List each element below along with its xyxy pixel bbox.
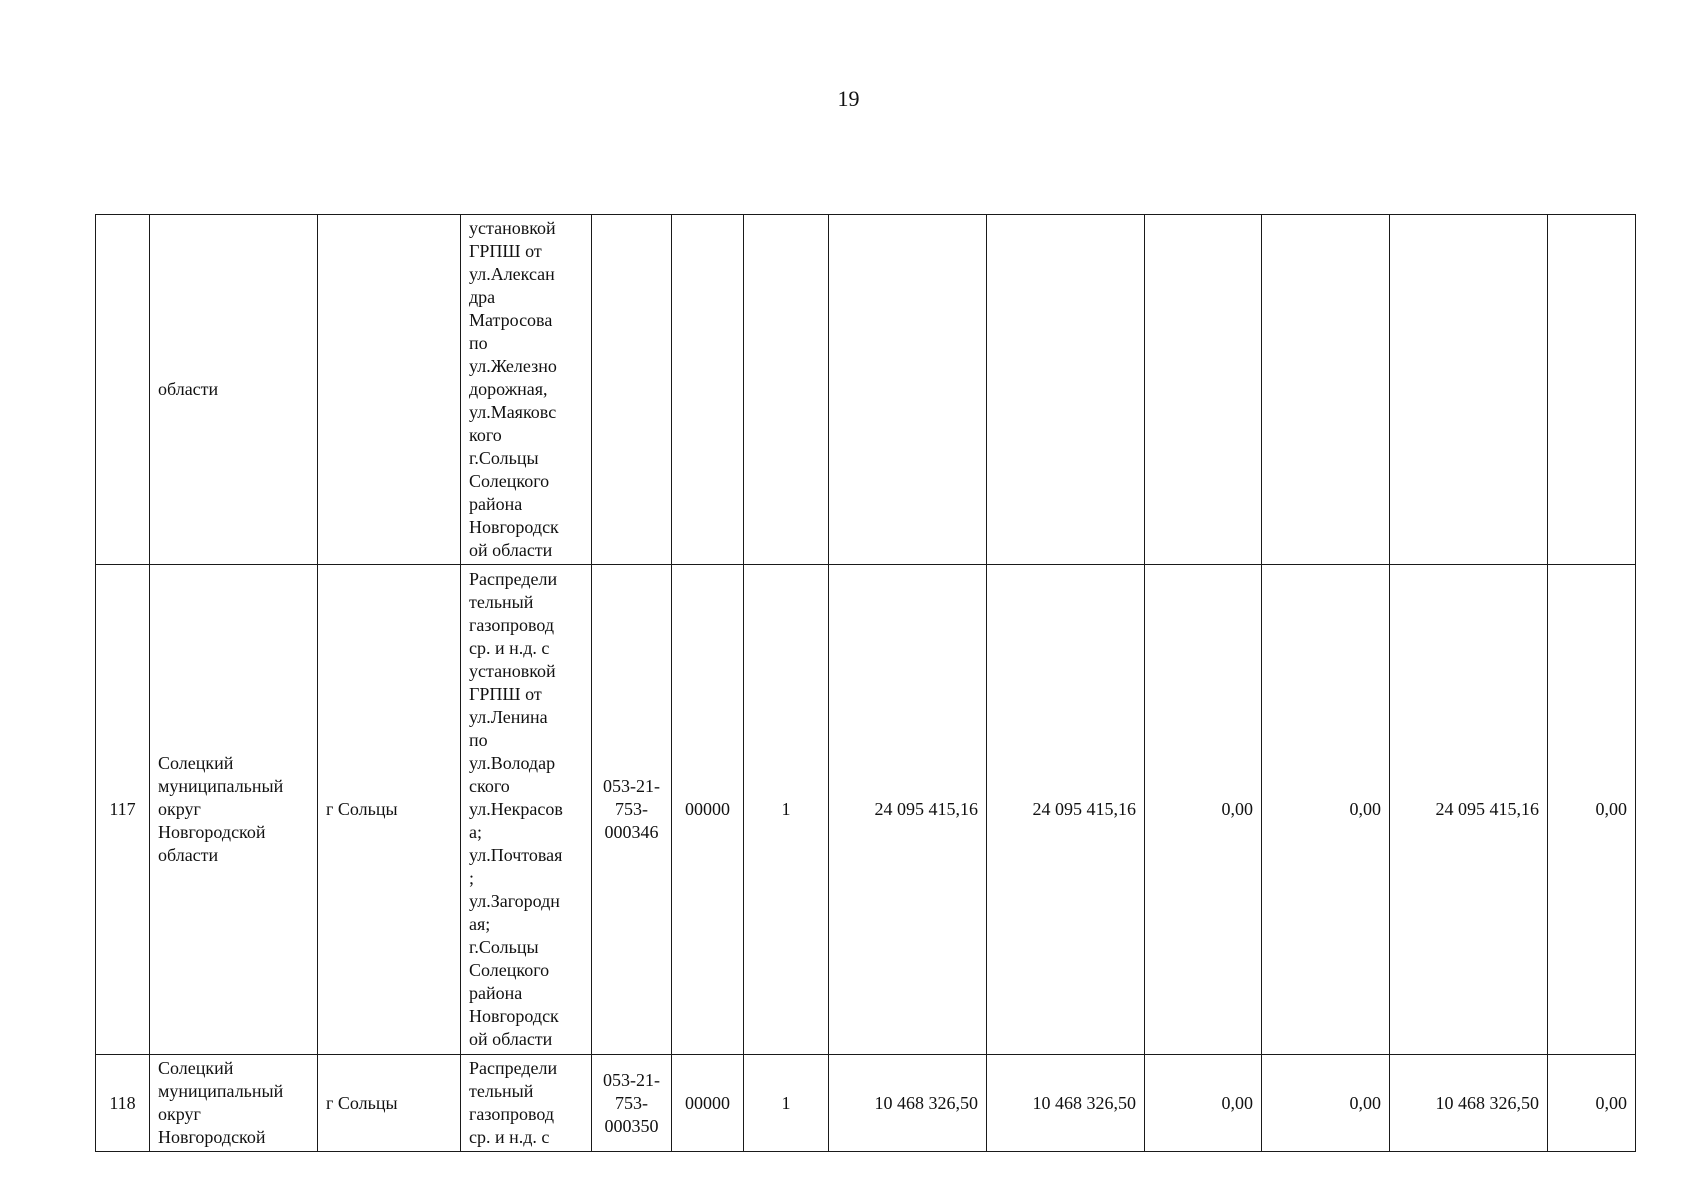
amount-cell-5: 24 095 415,16 [1390,565,1548,1055]
amount-cell-5 [1390,215,1548,565]
municipality-cell: Солецкий муниципальный округ Новгородской области [150,565,318,1055]
amount-cell-4 [1262,215,1390,565]
quantity-cell [744,215,829,565]
objects-table [95,214,1636,1152]
amount-total-cell: 10 468 326,50 [829,1055,987,1152]
amount-cell-6: 0,00 [1548,565,1636,1055]
amount-cell-5: 10 468 326,50 [1390,1055,1548,1152]
amount-cell-3: 0,00 [1145,1055,1262,1152]
amount-cell-3: 0,00 [1145,565,1262,1055]
amount-total-cell: 24 095 415,16 [829,565,987,1055]
settlement-cell [318,215,461,565]
table-row [96,565,1636,1055]
amount-cell-4: 0,00 [1262,565,1390,1055]
row-number: 117 [96,565,150,1055]
municipality-cell: Солецкий муниципальный округ Новгородской [150,1055,318,1152]
row-number [96,215,150,565]
code-cell: 053-21- 753- 000346 [592,565,672,1055]
code-suffix-cell: 00000 [672,1055,744,1152]
table-row [96,1055,1636,1152]
object-cell: установкой ГРПШ от ул.Алексан дра Матросова по ул.Железно дорожная, ул.Маяковс кого г.Сольцы Солецкого района Новгородск ой области [461,215,592,565]
amount-cell-2: 10 468 326,50 [987,1055,1145,1152]
amount-cell-2: 24 095 415,16 [987,565,1145,1055]
code-suffix-cell: 00000 [672,565,744,1055]
amount-cell-4: 0,00 [1262,1055,1390,1152]
amount-cell-6 [1548,215,1636,565]
amount-cell-2 [987,215,1145,565]
code-suffix-cell [672,215,744,565]
settlement-cell: г Сольцы [318,565,461,1055]
page-number: 19 [837,86,860,111]
row-number: 118 [96,1055,150,1152]
amount-total-cell [829,215,987,565]
code-cell: 053-21- 753- 000350 [592,1055,672,1152]
amount-cell-3 [1145,215,1262,565]
object-cell: Распредели тельный газопровод ср. и н.д. с установкой ГРПШ от ул.Ленина по ул.Володар ского ул.Некрасов а; ул.Почтовая ; ул.Загородн ая; г.Сольцы Солецкого района Новгородск ой области [461,565,592,1055]
municipality-cell: области [150,215,318,565]
object-cell: Распредели тельный газопровод ср. и н.д. с [461,1055,592,1152]
table-row [96,215,1636,565]
settlement-cell: г Сольцы [318,1055,461,1152]
quantity-cell: 1 [744,565,829,1055]
quantity-cell: 1 [744,1055,829,1152]
code-cell [592,215,672,565]
amount-cell-6: 0,00 [1548,1055,1636,1152]
